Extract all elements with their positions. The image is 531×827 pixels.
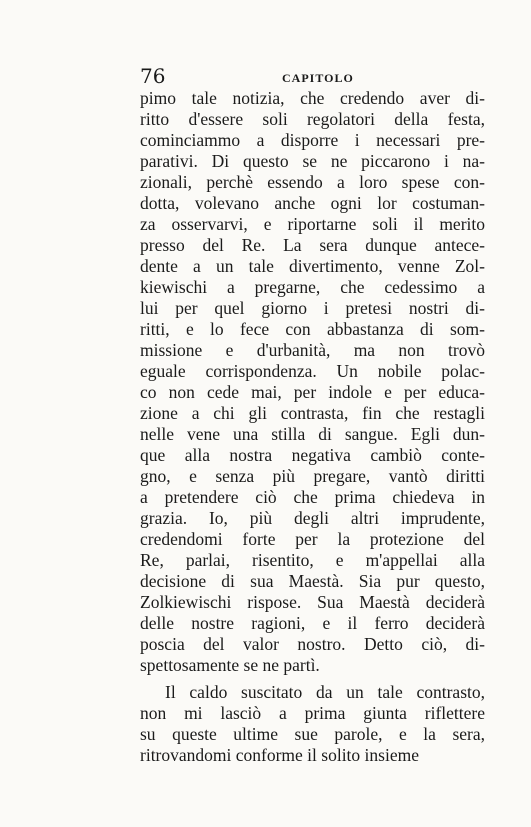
text-line: cominciammo a disporre i necessari pre-	[140, 130, 485, 150]
text-line: kiewischi a pregarne, che cedessimo a	[140, 277, 485, 297]
text-line: spettosamente se ne partì.	[140, 655, 320, 675]
text-line: Re, parlai, risentito, e m'appellai alla	[140, 550, 485, 570]
paragraph	[140, 682, 485, 766]
text-line: non mi lasciò a prima giunta riflettere	[140, 703, 485, 723]
page-header	[140, 64, 485, 90]
page-number: 76	[140, 64, 166, 88]
text-line: presso del Re. La sera dunque antece-	[140, 235, 485, 255]
text-line: ritti, e lo fece con abbastanza di som-	[140, 319, 485, 339]
text-line: dotta, volevano anche ogni lor costuman-	[140, 193, 485, 213]
text-line: zionali, perchè essendo a loro spese con-	[140, 172, 485, 192]
text-line: credendomi forte per la protezione del	[140, 529, 485, 549]
text-line: delle nostre ragioni, e il ferro deciderà	[140, 613, 485, 633]
text-line: lui per quel giorno i pretesi nostri di-	[140, 298, 485, 318]
text-line: ritrovandomi conforme il solito insieme	[140, 745, 419, 765]
text-line: zione a chi gli contrasta, fin che restagli	[140, 403, 485, 423]
text-line: a pretendere ciò che prima chiedeva in	[140, 487, 485, 507]
text-line: Il caldo suscitato da un tale contrasto,	[165, 682, 485, 702]
text-line: que alla nostra negativa cambiò conte-	[140, 445, 485, 465]
body-text	[140, 88, 485, 766]
text-line: eguale corrispondenza. Un nobile polac-	[140, 361, 485, 381]
text-line: Zolkiewischi rispose. Sua Maestà deciderà	[140, 592, 485, 612]
running-head: CAPITOLO	[282, 71, 354, 85]
text-line: decisione di sua Maestà. Sia pur questo,	[140, 571, 485, 591]
text-line: nelle vene una stilla di sangue. Egli dun-	[140, 424, 485, 444]
text-line: poscia del valor nostro. Detto ciò, di-	[140, 634, 485, 654]
text-line: co non cede mai, per indole e per educa-	[140, 382, 485, 402]
paragraph	[140, 88, 485, 676]
text-line: ritto d'essere soli regolatori della festa,	[140, 109, 485, 129]
text-line: su queste ultime sue parole, e la sera,	[140, 724, 485, 744]
text-line: gno, e senza più pregare, vantò diritti	[140, 466, 485, 486]
text-line: pimo tale notizia, che credendo aver di-	[140, 88, 485, 108]
text-line: dente a un tale divertimento, venne Zol-	[140, 256, 485, 276]
text-line: za osservarvi, e riportarne soli il merito	[140, 214, 485, 234]
text-line: parativi. Di questo se ne piccarono i na-	[140, 151, 485, 171]
text-line: grazia. Io, più degli altri imprudente,	[140, 508, 485, 528]
text-line: missione e d'urbanità, ma non trovò	[140, 340, 485, 360]
